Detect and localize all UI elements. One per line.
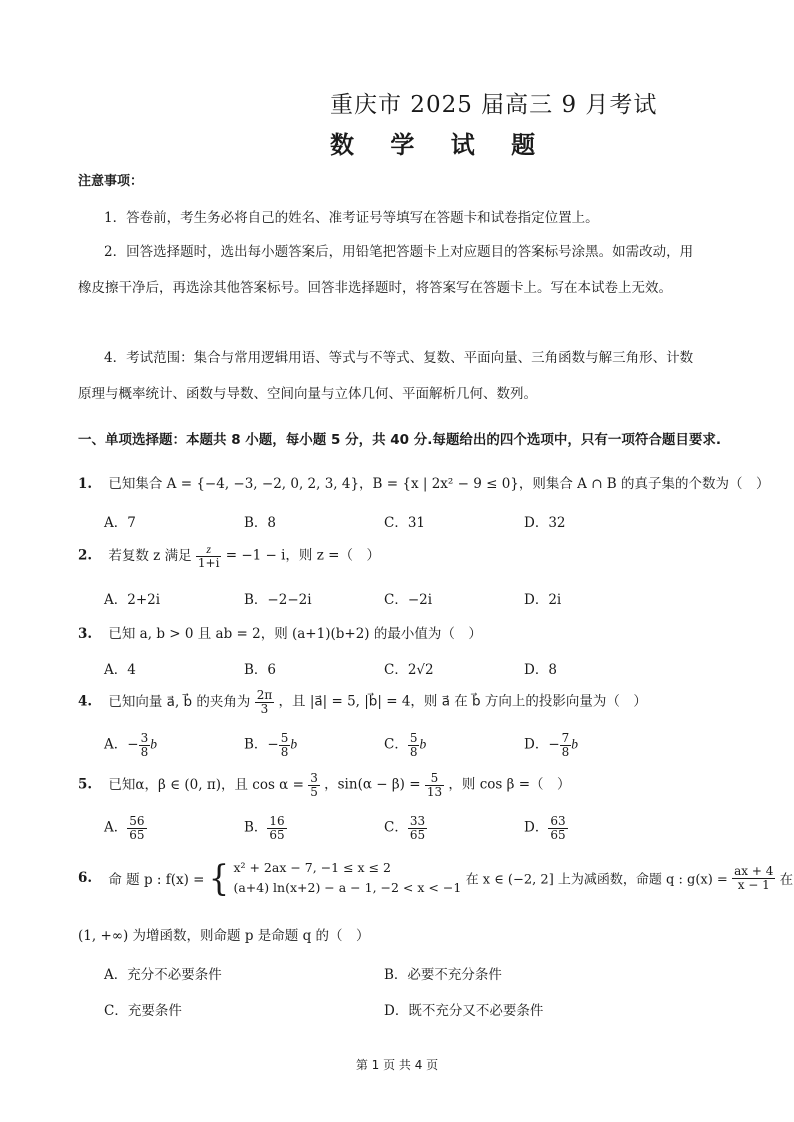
q6-option-b: B．必要不充分条件 bbox=[384, 967, 502, 983]
option-sign: − bbox=[548, 736, 560, 753]
question-number: 2. bbox=[78, 547, 93, 564]
fraction-numerator: 7 bbox=[561, 731, 570, 745]
fraction-numerator: ax + 4 bbox=[734, 863, 774, 878]
q3-option-c: C．2√2 bbox=[384, 662, 434, 678]
q4-option-c bbox=[384, 732, 437, 758]
q2-option-a: A．2+2i bbox=[104, 592, 161, 608]
fraction-numerator: 5 bbox=[280, 731, 289, 745]
case-2: (a+4) ln(x+2) − a − 1, −2 < x < −1 bbox=[233, 880, 462, 895]
fraction-numerator: 16 bbox=[269, 814, 285, 828]
option-fraction bbox=[548, 815, 567, 841]
q4-option-d bbox=[524, 732, 589, 758]
question-1 bbox=[78, 472, 770, 492]
fraction-numerator: 3 bbox=[140, 731, 149, 745]
option-fraction bbox=[560, 732, 572, 758]
fraction bbox=[255, 689, 275, 715]
option-letter: B． bbox=[244, 819, 268, 836]
q6-option-d: D．既不充分又不必要条件 bbox=[384, 1003, 544, 1019]
question-number: 3. bbox=[78, 626, 93, 642]
fraction-denominator: 13 bbox=[426, 784, 443, 799]
q5-option-d bbox=[524, 815, 568, 841]
notice-item-2-line-2: 橡皮擦干净后，再选涂其他答案标号。回答非选择题时，将答案写在答题卡上。写在本试卷上无效。 bbox=[78, 280, 672, 296]
option-letter: A． bbox=[104, 736, 128, 753]
question-number: 5. bbox=[78, 776, 93, 793]
q2-option-c: C．−2i bbox=[384, 592, 433, 608]
option-fraction bbox=[408, 732, 420, 758]
fraction-denominator: 8 bbox=[409, 744, 418, 759]
fraction-1 bbox=[308, 772, 320, 798]
piecewise-cases bbox=[233, 858, 461, 898]
option-fraction bbox=[127, 815, 146, 841]
question-5 bbox=[78, 772, 571, 798]
q4-option-b bbox=[244, 732, 308, 758]
fraction-numerator: 56 bbox=[129, 814, 145, 828]
notice-item-2-line-1: 2．回答选择题时，选出每小题答案后，用铅笔把答题卡上对应题目的答案标号涂黑。如需改动，用 bbox=[104, 244, 694, 260]
option-fraction bbox=[139, 732, 151, 758]
page-number: 第 1 页 共 4 页 bbox=[355, 1058, 439, 1072]
fraction-denominator: 1+i bbox=[197, 555, 220, 570]
question-stem-part-2: = −1 − i，则 z =（ ） bbox=[225, 547, 380, 564]
q4-option-a bbox=[104, 732, 167, 758]
fraction-numerator: 63 bbox=[550, 814, 566, 828]
question-stem: 已知 a, b > 0 且 ab = 2，则 (a+1)(b+2) 的最小值为（ ） bbox=[108, 626, 482, 642]
question-number: 6. bbox=[78, 870, 93, 886]
option-sign: − bbox=[267, 736, 279, 753]
fraction-numerator: 2π bbox=[256, 688, 273, 702]
option-vector: b⃗ bbox=[419, 736, 437, 752]
q1-option-b: B．8 bbox=[244, 515, 277, 531]
question-stem: 已知集合 A = {−4, −3, −2, 0, 2, 3, 4}，B = {x | 2x² − 9 ≤ 0}，则集合 A ∩ B 的真子集的个数为（ ） bbox=[108, 476, 770, 492]
fraction bbox=[196, 543, 222, 569]
question-stem-part-2: ，且 |a⃗| = 5, |b⃗| = 4，则 a⃗ 在 b⃗ 方向上的投影向量为（ ） bbox=[278, 693, 647, 710]
fraction-numerator: 3 bbox=[310, 771, 318, 785]
fraction-denominator: 65 bbox=[550, 827, 566, 842]
q1-option-a: A．7 bbox=[104, 515, 136, 531]
fraction bbox=[732, 865, 775, 891]
fraction-numerator: 5 bbox=[409, 731, 418, 745]
q3-option-d: D．8 bbox=[524, 662, 557, 678]
question-stem-part-1: 若复数 z 满足 bbox=[108, 547, 192, 564]
option-vector: b⃗ bbox=[571, 736, 589, 752]
q3-option-a: A．4 bbox=[104, 662, 136, 678]
question-4 bbox=[78, 689, 647, 715]
option-letter: A． bbox=[104, 819, 128, 836]
left-brace-glyph: { bbox=[208, 857, 230, 899]
q5-option-b bbox=[244, 815, 287, 841]
fraction-denominator: 65 bbox=[269, 827, 285, 842]
question-stem-part-2: 在 x ∈ (−2, 2] 上为减函数，命题 q : g(x) = bbox=[465, 872, 728, 888]
q5-option-c bbox=[384, 815, 427, 841]
q3-option-b: B．6 bbox=[244, 662, 277, 678]
option-vector: b⃗ bbox=[290, 736, 308, 752]
notice-item-4-line-1: 4．考试范围：集合与常用逻辑用语、等式与不等式、复数、平面向量、三角函数与解三角形、计数 bbox=[104, 350, 694, 366]
q6-option-c: C．充要条件 bbox=[104, 1003, 182, 1019]
exam-title: 重庆市 2025 届高三 9 月考试 bbox=[330, 92, 658, 118]
question-2 bbox=[78, 543, 380, 569]
option-letter: C． bbox=[384, 819, 408, 836]
fraction-denominator: 8 bbox=[280, 744, 289, 759]
fraction-2 bbox=[425, 772, 444, 798]
option-fraction bbox=[408, 815, 427, 841]
fraction-denominator: 5 bbox=[310, 784, 318, 799]
question-number: 4. bbox=[78, 693, 93, 710]
question-stem-part-2: ，sin(α − β) = bbox=[324, 776, 421, 793]
subject-title: 数 学 试 题 bbox=[330, 130, 550, 159]
question-stem-part-1: 命 题 p : f(x) = bbox=[108, 872, 205, 888]
notice-item-1: 1．答卷前，考生务必将自己的姓名、准考证号等填写在答题卡和试卷指定位置上。 bbox=[104, 210, 599, 226]
option-letter: B． bbox=[244, 736, 268, 753]
fraction-denominator: 8 bbox=[561, 744, 570, 759]
option-fraction bbox=[267, 815, 286, 841]
option-sign: − bbox=[127, 736, 139, 753]
option-vector: b⃗ bbox=[150, 736, 168, 752]
question-stem-part-1: 已知α，β ∈ (0, π)，且 cos α = bbox=[108, 776, 304, 793]
notice-item-4-line-2: 原理与概率统计、函数与导数、空间向量与立体几何、平面解析几何、数列。 bbox=[78, 386, 537, 402]
question-3 bbox=[78, 622, 482, 642]
fraction-denominator: 65 bbox=[409, 827, 426, 842]
question-stem-part-1: 已知向量 a⃗, b⃗ 的夹角为 bbox=[108, 693, 251, 710]
q5-option-a bbox=[104, 815, 147, 841]
q2-option-d: D．2i bbox=[524, 592, 562, 608]
fraction-numerator: z bbox=[196, 543, 222, 557]
q2-option-b: B．−2−2i bbox=[244, 592, 312, 608]
q6-option-a: A．充分不必要条件 bbox=[104, 967, 222, 983]
question-stem-part-3: ，则 cos β =（ ） bbox=[448, 776, 571, 793]
fraction-numerator: 5 bbox=[425, 772, 444, 786]
q1-option-d: D．32 bbox=[524, 515, 566, 531]
option-letter: D． bbox=[524, 736, 549, 753]
question-6 bbox=[78, 858, 793, 898]
fraction-denominator: 65 bbox=[129, 827, 145, 842]
fraction-denominator: 3 bbox=[260, 701, 269, 716]
q1-option-c: C．31 bbox=[384, 515, 426, 531]
question-stem-part-3: 在 bbox=[779, 872, 794, 888]
case-1: x² + 2ax − 7, −1 ≤ x ≤ 2 bbox=[233, 860, 391, 875]
fraction-numerator: 33 bbox=[409, 814, 426, 828]
fraction-denominator: 8 bbox=[140, 744, 149, 759]
question-number: 1. bbox=[78, 476, 93, 492]
option-letter: D． bbox=[524, 819, 549, 836]
question-6-line-2: (1, +∞) 为增函数，则命题 p 是命题 q 的（ ） bbox=[78, 928, 370, 944]
fraction-denominator: x − 1 bbox=[737, 877, 770, 892]
option-fraction bbox=[279, 732, 291, 758]
option-letter: C． bbox=[384, 736, 408, 753]
section-heading: 一、单项选择题：本题共 8 小题，每小题 5 分，共 40 分.每题给出的四个选项中，只有一项符合题目要求. bbox=[78, 432, 722, 448]
notice-heading: 注意事项： bbox=[78, 174, 144, 189]
